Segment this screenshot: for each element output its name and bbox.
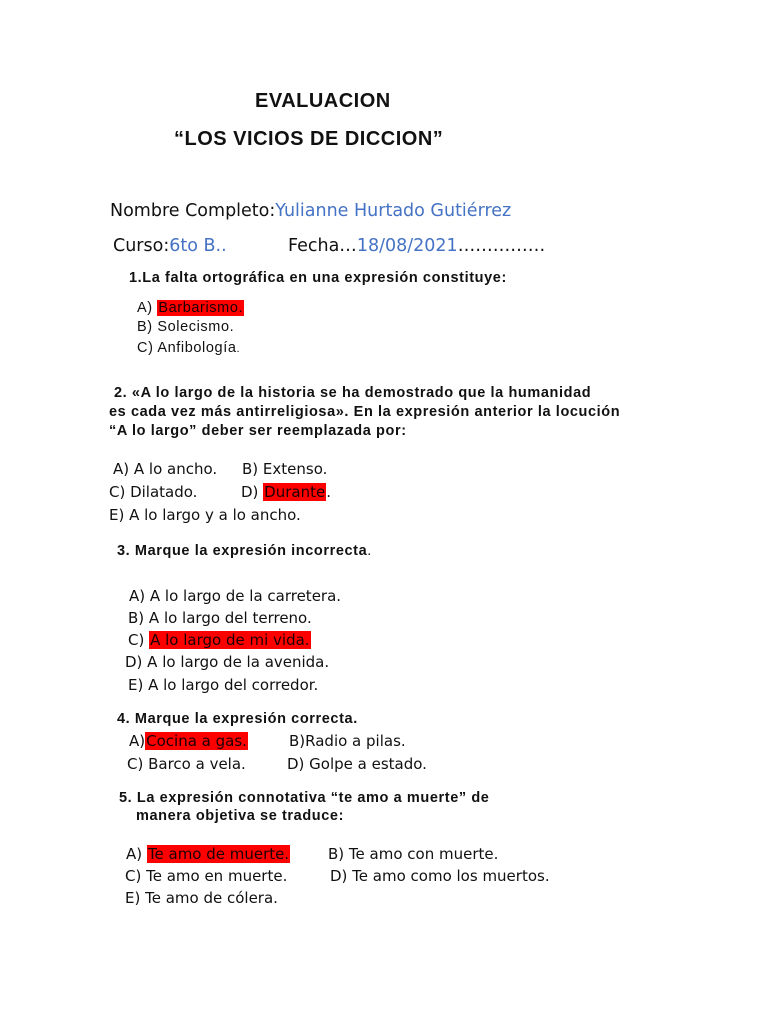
question-4: 4. Marque la expresión correcta. (117, 711, 358, 727)
q3-option-d: D) A lo largo de la avenida. (125, 653, 330, 671)
course-value: 6to B.. (169, 236, 227, 256)
course-line (113, 236, 227, 256)
highlighted-answer: Te amo de muerte. (147, 845, 290, 863)
q3-option-a: A) A lo largo de la carretera. (129, 587, 342, 605)
question-5-line-2: manera objetiva se traduce: (136, 808, 344, 824)
question-1: 1.La falta ortográfica en una expresión constituye: (129, 270, 507, 286)
question-5-line-1: 5. La expresión connotativa “te amo a muerte” de (119, 790, 490, 806)
q4-option-d: D) Golpe a estado. (287, 755, 427, 773)
q2-option-b: B) Extenso. (242, 460, 328, 478)
page-subtitle: “LOS VICIOS DE DICCION” (174, 128, 444, 150)
q2-option-e: E) A lo largo y a lo ancho. (109, 506, 301, 524)
q5-option-c: C) Te amo en muerte. (125, 867, 288, 885)
highlighted-answer: Barbarismo. (158, 300, 244, 316)
date-label: Fecha… (288, 236, 357, 256)
question-3: 3. Marque la expresión incorrecta. (117, 543, 372, 559)
date-value: 18/08/2021 (356, 236, 458, 256)
course-label: Curso: (113, 236, 170, 256)
date-line (288, 236, 545, 256)
q3-option-b: B) A lo largo del terreno. (128, 609, 312, 627)
q2-option-d: D) Durante. (241, 483, 331, 501)
question-2-line-2: es cada vez más antirreligiosa». En la expresión anterior la locución (109, 404, 621, 420)
q5-option-a: A) Te amo de muerte. (126, 845, 290, 863)
q1-option-a: A) Barbarismo. (137, 300, 244, 316)
highlighted-answer: Cocina a gas. (146, 732, 247, 750)
q3-option-c: C) A lo largo de mi vida. (128, 631, 310, 649)
q4-option-c: C) Barco a vela. (127, 755, 246, 773)
q4-option-a: A)Cocina a gas. (129, 732, 247, 750)
q2-option-a: A) A lo ancho. (113, 460, 218, 478)
highlighted-answer: A lo largo de mi vida. (150, 631, 310, 649)
name-label: Nombre Completo: (110, 201, 276, 221)
q2-option-c: C) Dilatado. (109, 483, 198, 501)
q5-option-e: E) Te amo de cólera. (125, 889, 278, 907)
q1-option-c: C) Anfibología. (137, 340, 241, 356)
name-value: Yulianne Hurtado Gutiérrez (275, 201, 512, 221)
question-2-line-1: 2. «A lo largo de la historia se ha demostrado que la humanidad (114, 385, 592, 401)
q3-option-e: E) A lo largo del corredor. (128, 676, 319, 694)
page-title: EVALUACION (255, 90, 391, 112)
highlighted-answer: Durante (264, 483, 326, 501)
date-trailer: …………… (457, 236, 546, 256)
q4-option-b: B)Radio a pilas. (289, 732, 406, 750)
question-2-line-3: “A lo largo” deber ser reemplazada por: (109, 423, 407, 439)
name-line (110, 201, 511, 221)
q5-option-d: D) Te amo como los muertos. (330, 867, 550, 885)
q5-option-b: B) Te amo con muerte. (328, 845, 499, 863)
q1-option-b: B) Solecismo. (137, 319, 235, 335)
